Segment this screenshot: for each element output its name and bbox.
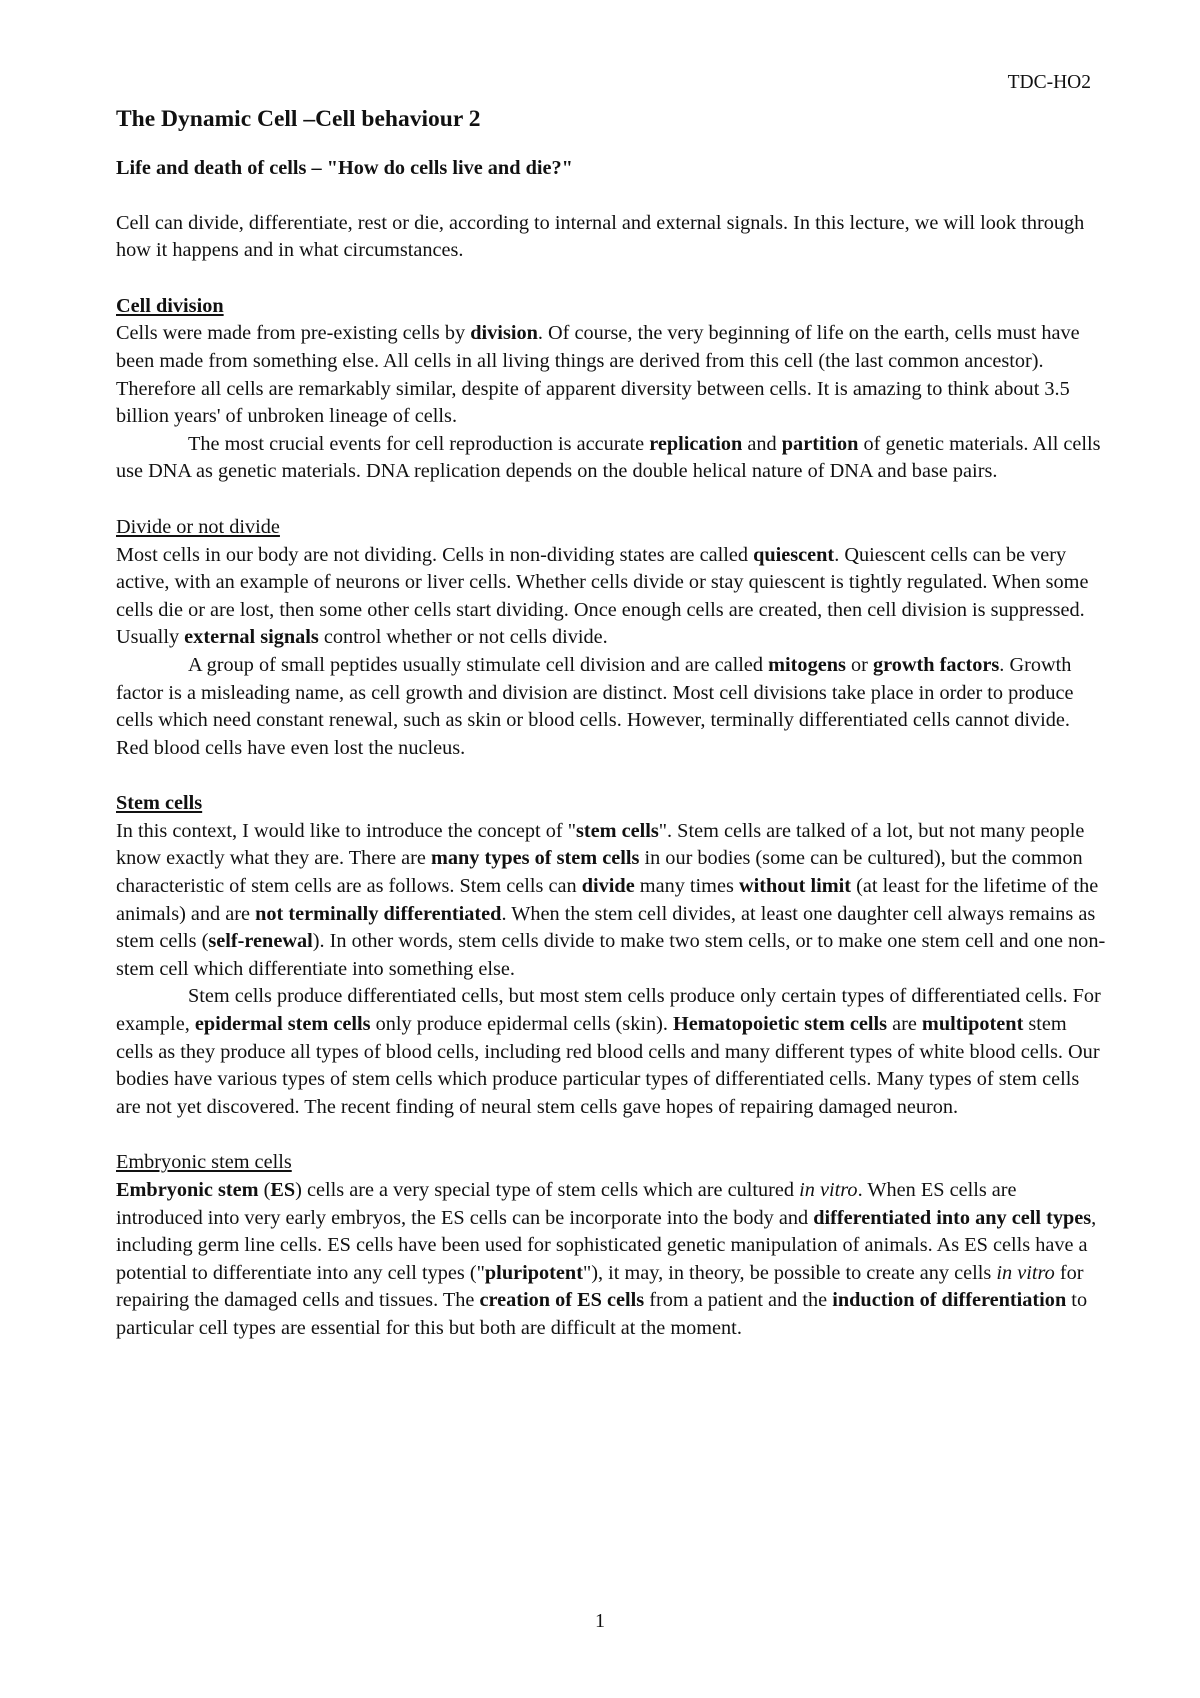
- text-run: . Growth factor is a misleading name, as cell growth and division are distinct. Most cell divisions take place in order to produce cells which need constant renewal, such as skin or blood cells. However, terminally differentiated cells cannot divide. Red blood cells have even lost the nucleus.: [116, 653, 1074, 759]
- bold-term: mitogens: [768, 653, 846, 676]
- document-code: TDC-HO2: [1007, 72, 1091, 93]
- text-run: ). In other words, stem cells divide to make two stem cells, or to make one stem cell and one non-stem cell which differentiate into something else.: [116, 930, 1106, 980]
- paragraph-cell-division-1: [116, 320, 1106, 430]
- paragraph-stem-1: [116, 818, 1106, 984]
- text-run: stem cells as they produce all types of blood cells, including red blood cells and many different types of white blood cells. Our bodies have various types of stem cells which produce particular types of differentiated cells. Many types of stem cells are not yet discovered. The recent finding of neural stem cells gave hopes of repairing damaged neuron.: [116, 1013, 1100, 1118]
- paragraph-divide-1: [116, 542, 1106, 652]
- bold-term: ES: [270, 1179, 296, 1201]
- section-embryonic-stem-cells: [116, 1149, 1106, 1342]
- text-run: ". Stem cells are talked of a lot, but not many people know exactly what they are. There are: [116, 819, 1085, 870]
- bold-term: division: [470, 322, 538, 345]
- bold-term: quiescent: [753, 543, 835, 566]
- intro-paragraph: Cell can divide, differentiate, rest or die, according to internal and external signals. In this lecture, we will look through how it happens and in what circumstances.: [116, 211, 1085, 262]
- section-heading-stem-cells: Stem cells: [116, 792, 203, 815]
- section-divide-or-not: [116, 514, 1106, 762]
- section-cell-division: [116, 293, 1106, 486]
- text-run: In this context, I would like to introduce the concept of ": [116, 819, 576, 842]
- bold-term: without limit: [738, 875, 852, 898]
- section-heading-divide-or-not: Divide or not divide: [116, 515, 280, 538]
- page-title: The Dynamic Cell –Cell behaviour 2: [116, 106, 481, 132]
- bold-term: replication: [649, 432, 743, 455]
- text-run: are: [887, 1013, 922, 1036]
- bold-term: many types of stem cells: [430, 847, 640, 870]
- bold-term: partition: [781, 432, 859, 455]
- text-run: . Of course, the very beginning of life on the earth, cells must have been made from something else. All cells in all living things are derived from this cell (the last common ancestor). Therefore all cells are remarkably similar, despite of apparent diversity between cells. It is amazing to think about 3.5 billion years' of unbroken lineage of cells.: [116, 322, 1080, 428]
- text-run: . Quiescent cells can be very active, with an example of neurons or liver cells. Whether cells divide or stay quiescent is tightly regulated. When some cells die or are lost, then some other cells start dividing. Once enough cells are created, then cell division is suppressed. Usually: [116, 543, 1089, 649]
- bold-term: divide: [581, 875, 635, 898]
- bold-term: external signals: [184, 626, 319, 649]
- paragraph-cell-division-2: [116, 431, 1106, 486]
- bold-term: stem cells: [575, 819, 659, 842]
- text-run: or: [845, 653, 873, 676]
- bold-term: not terminally differentiated: [255, 902, 502, 925]
- bold-term: growth factors: [872, 653, 1000, 676]
- bold-term: epidermal stem cells: [194, 1013, 371, 1036]
- text-run: Stem cells produce differentiated cells, but most stem cells produce only certain types of differentiated cells. For example,: [116, 985, 1101, 1036]
- section-heading-embryonic: Embryonic stem cells: [116, 1151, 292, 1174]
- bold-term: Hematopoietic stem cells: [673, 1013, 888, 1036]
- text-run: to particular cell types are essential for this but both are difficult at the moment.: [116, 1289, 1088, 1339]
- text-run: control whether or not cells divide.: [318, 626, 608, 649]
- section-stem-cells: [116, 790, 1106, 1121]
- paragraph-stem-2: [116, 983, 1106, 1121]
- italic-term: in vitro: [799, 1179, 858, 1201]
- bold-term: differentiated into any cell types: [813, 1206, 1092, 1229]
- bold-term: self-renewal: [208, 930, 313, 953]
- text-run: many times: [634, 875, 739, 898]
- page-subtitle: Life and death of cells – "How do cells live and die?": [116, 157, 573, 179]
- bold-term: Embryonic stem: [116, 1179, 259, 1201]
- paragraph-divide-2: [116, 652, 1106, 762]
- paragraph-embryonic-1: [116, 1177, 1106, 1343]
- text-run: for repairing the damaged cells and tissues. The: [116, 1261, 1084, 1312]
- text-run: only produce epidermal cells (skin).: [370, 1013, 673, 1036]
- text-run: . When ES cells are introduced into very early embryos, the ES cells can be incorporate into the body and: [116, 1179, 1017, 1229]
- section-heading-cell-division: Cell division: [116, 294, 224, 317]
- text-run: . When the stem cell divides, at least one daughter cell always remains as stem cells (: [116, 902, 1096, 953]
- text-run: of genetic materials. All cells use DNA as genetic materials. DNA replication depends on the double helical nature of DNA and base pairs.: [116, 432, 1101, 483]
- text-run: , including germ line cells. ES cells have been used for sophisticated genetic manipulation of animals. As ES cells have a potential to differentiate into any cell types (": [116, 1206, 1097, 1284]
- bold-term: creation of ES cells: [479, 1289, 645, 1312]
- bold-term: induction of differentiation: [832, 1289, 1067, 1312]
- text-run: from a patient and the: [644, 1289, 833, 1312]
- text-run: (: [258, 1179, 271, 1201]
- text-run: Most cells in our body are not dividing. Cells in non-dividing states are called: [116, 543, 754, 566]
- text-run: in our bodies (some can be cultured), but the common characteristic of stem cells are as follows. Stem cells can: [116, 847, 1083, 898]
- text-run: Cells were made from pre-existing cells by: [116, 322, 471, 345]
- italic-term: in vitro: [996, 1261, 1055, 1284]
- document-body: [116, 104, 1106, 1343]
- text-run: The most crucial events for cell reproduction is accurate: [188, 432, 650, 455]
- text-run: ) cells are a very special type of stem cells which are cultured: [295, 1179, 800, 1201]
- page-number: 1: [595, 1610, 605, 1632]
- bold-term: multipotent: [921, 1013, 1024, 1036]
- bold-term: pluripotent: [484, 1261, 583, 1284]
- text-run: A group of small peptides usually stimulate cell division and are called: [188, 653, 769, 676]
- text-run: (at least for the lifetime of the animals) and are: [116, 875, 1099, 925]
- text-run: "), it may, in theory, be possible to create any cells: [582, 1261, 997, 1284]
- text-run: and: [742, 432, 782, 455]
